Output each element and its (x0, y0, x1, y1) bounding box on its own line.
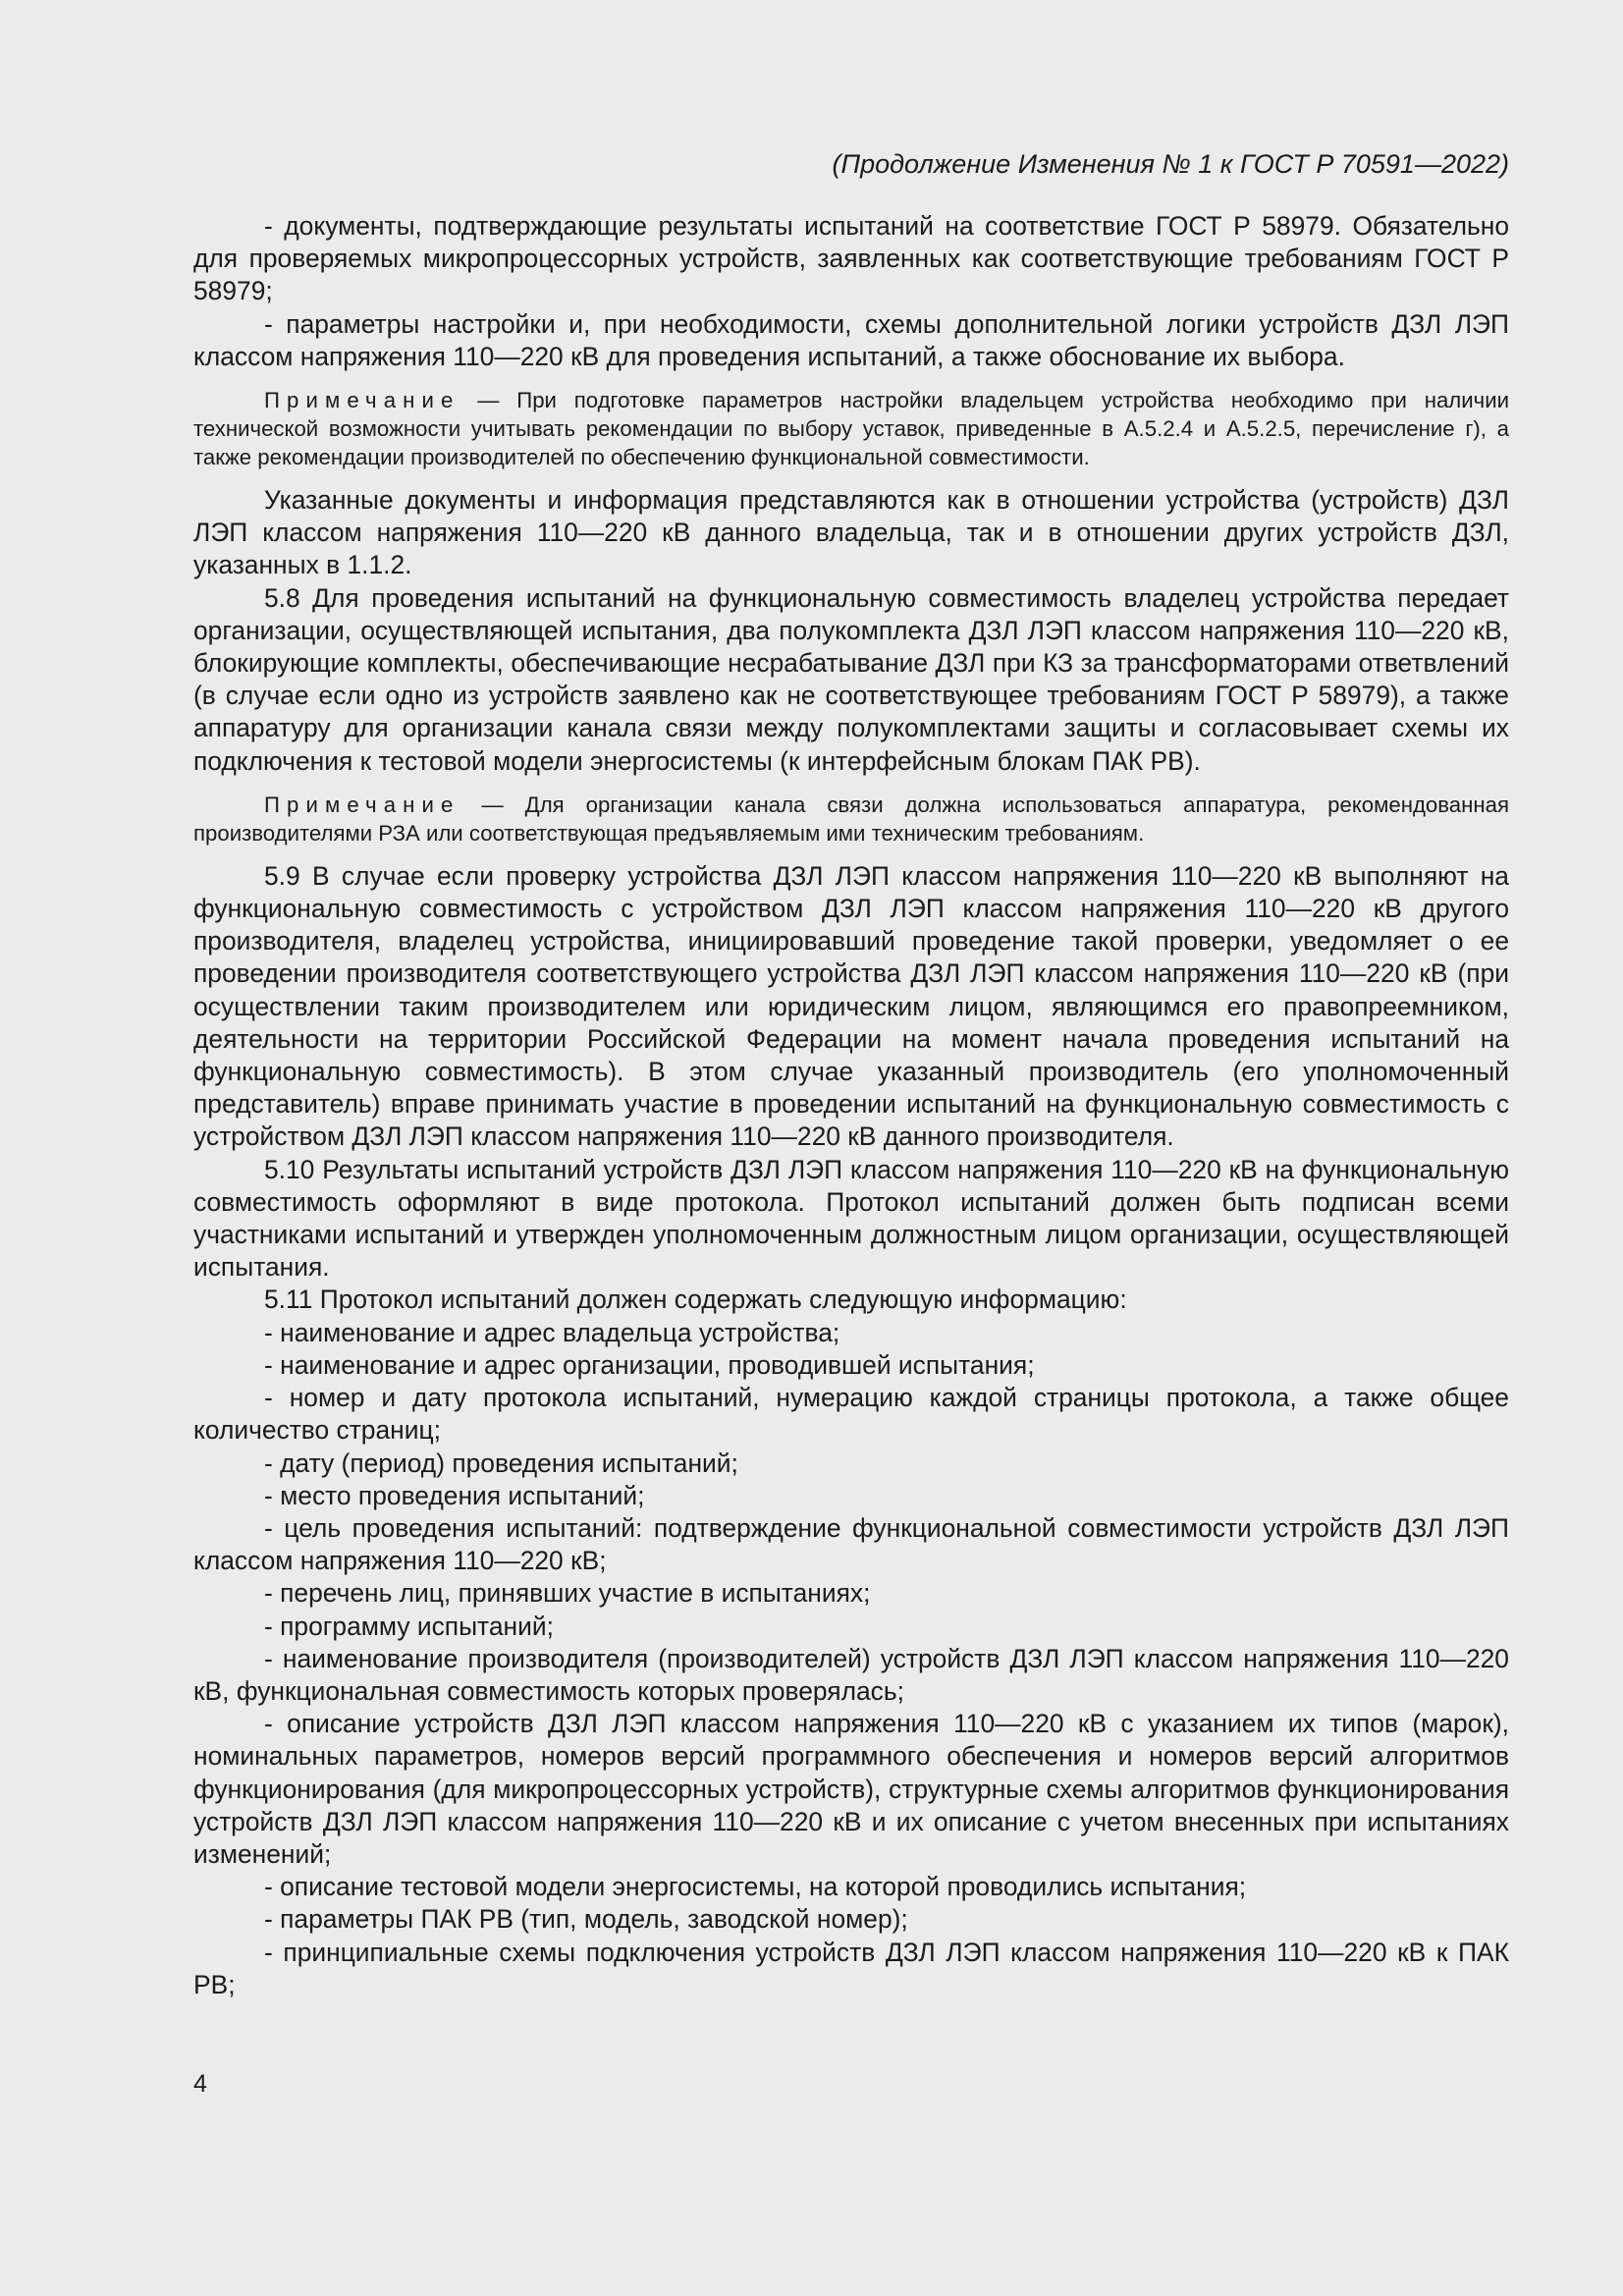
paragraph: 5.8 Для проведения испытаний на функциональную совместимость владелец устройства передает организации, осуществляющей испытания, два полукомплекта ДЗЛ ЛЭП классом напряжения 110—220 кВ, блокирующие комплекты, обеспечивающие несрабатывание ДЗЛ при КЗ за трансформаторами ответвлений (в случае если одно из устройств заявлено как не соответствующее требованиям ГОСТ Р 58979), а также аппаратуру для организации канала связи между полукомплектами защиты и согласовывает схемы их подключения к тестовой модели энергосистемы (к интерфейсным блокам ПАК РВ). (193, 582, 1509, 776)
list-item: - перечень лиц, принявших участие в испытаниях; (264, 1578, 871, 1609)
note-text: — При подготовке параметров настройки владельцем устройства необходимо при наличии технической возможности учитывать рекомендации по выбору уставок, приведенные в А.5.2.4 и А.5.2.5, перечисление г), а также рекомендации производителей по обеспечению функциональной совместимости. (193, 388, 1509, 470)
list-item: - место проведения испытаний; (264, 1480, 645, 1510)
paragraph: - параметры настройки и, при необходимости, схемы дополнительной логики устройств ДЗЛ ЛЭП классом напряжения 110—220 кВ для проведения испытаний, а также обоснование их выбора. (193, 308, 1509, 371)
list-item: - номер и дату протокола испытаний, нумерацию каждой страницы протокола, а также общее количество страниц; (193, 1383, 1509, 1446)
note-label: Примечание (264, 388, 460, 413)
list-item: - принципиальные схемы подключения устройств ДЗЛ ЛЭП классом напряжения 110—220 кВ к ПАК РВ; (193, 1937, 1509, 1999)
list-item: - наименование и адрес организации, проводившей испытания; (264, 1349, 1035, 1380)
note-block (193, 791, 1509, 847)
note-text: — Для организации канала связи должна использоваться аппаратура, рекомендованная производителями РЗА или соответствующая предъявляемым ими техническим требованиям. (193, 792, 1509, 846)
list-item: - программу испытаний; (264, 1611, 554, 1641)
page-number: 4 (193, 2070, 207, 2098)
list-item: - описание тестовой модели энергосистемы, на которой проводились испытания; (264, 1872, 1247, 1902)
note-block (193, 386, 1509, 471)
list-item: - дату (период) проведения испытаний; (264, 1448, 738, 1478)
list-item: - параметры ПАК РВ (тип, модель, заводской номер); (264, 1904, 908, 1935)
paragraph: 5.10 Результаты испытаний устройств ДЗЛ ЛЭП классом напряжения 110—220 кВ на функциональную совместимость оформляют в виде протокола. Протокол испытаний должен быть подписан всеми участниками испытаний и утвержден уполномоченным должностным лицом организации, осуществляющей испытания. (193, 1154, 1509, 1283)
paragraph: - документы, подтверждающие результаты испытаний на соответствие ГОСТ Р 58979. Обязательно для проверяемых микропроцессорных устройств, заявленных как соответствующие требованиям ГОСТ Р 58979; (193, 211, 1509, 306)
note-label: Примечание (264, 792, 460, 817)
running-header: (Продолжение Изменения № 1 к ГОСТ Р 70591—2022) (832, 149, 1509, 179)
paragraph: 5.11 Протокол испытаний должен содержать следующую информацию: (264, 1285, 1127, 1315)
document-body (193, 210, 1509, 2001)
paragraph: 5.9 В случае если проверку устройства ДЗЛ ЛЭП классом напряжения 110—220 кВ выполняют на функциональную совместимость с устройством ДЗЛ ЛЭП классом напряжения 110—220 кВ другого производителя, владелец устройства, инициировавший проведение такой проверки, уведомляет о ее проведении производителя соответствующего устройства ДЗЛ ЛЭП классом напряжения 110—220 кВ (при осуществлении таким производителем или юридическим лицом, являющимся его правопреемником, деятельности на территории Российской Федерации на момент начала проведения испытаний на функциональную совместимость). В этом случае указанный производитель (его уполномоченный представитель) вправе принимать участие в проведении испытаний на функциональную совместимость с устройством ДЗЛ ЛЭП классом напряжения 110—220 кВ данного производителя. (193, 860, 1509, 1152)
list-item: - наименование производителя (производителей) устройств ДЗЛ ЛЭП классом напряжения 110—220 кВ, функциональная совместимость которых проверялась; (193, 1643, 1509, 1706)
list-item: - наименование и адрес владельца устройства; (264, 1317, 840, 1347)
list-item: - цель проведения испытаний: подтверждение функциональной совместимости устройств ДЗЛ ЛЭП классом напряжения 110—220 кВ; (193, 1512, 1509, 1576)
paragraph: Указанные документы и информация представляются как в отношении устройства (устройств) ДЗЛ ЛЭП классом напряжения 110—220 кВ данного владельца, так и в отношении других устройств ДЗЛ, указанных в 1.1.2. (193, 485, 1509, 580)
list-item: - описание устройств ДЗЛ ЛЭП классом напряжения 110—220 кВ с указанием их типов (марок), номинальных параметров, номеров версий программного обеспечения и номеров версий алгоритмов функционирования (для микропроцессорных устройств), структурные схемы алгоритмов функционирования устройств ДЗЛ ЛЭП классом напряжения 110—220 кВ и их описание с учетом внесенных при испытаниях изменений; (193, 1709, 1509, 1869)
